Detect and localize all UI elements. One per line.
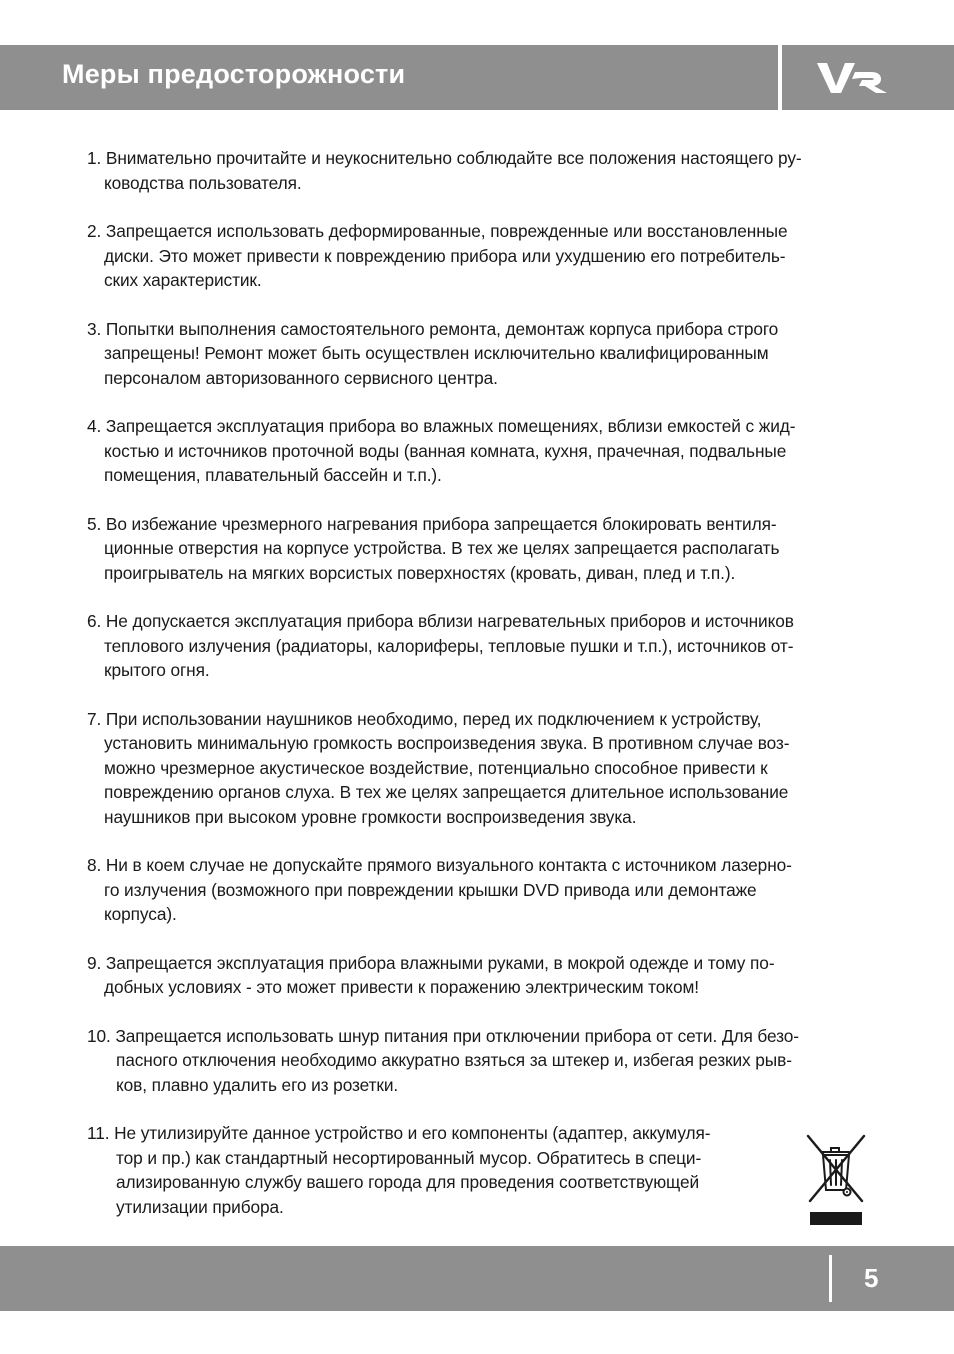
crossed-out-wheelie-bin-icon [804, 1133, 868, 1227]
list-item [87, 219, 887, 293]
item-text: Внимательно прочитайте и неукоснительно соблюдайте все положения настоящего ру- ководства пользователя. [104, 148, 802, 193]
item-text: Запрещается использовать шнур питания при отключении прибора от сети. Для безо- пасного отключения необходимо аккуратно взяться за штекер и, избегая резких рыв- ков, плавно удалить его из розетки. [115, 1025, 799, 1095]
item-number: 5. [87, 513, 102, 534]
item-text: Попытки выполнения самостоятельного ремонта, демонтаж корпуса прибора строго запрещены! Ремонт может быть осуществлен исключительно квалифицированным персоналом авторизованного сервисного центра. [104, 318, 779, 388]
list-item [87, 707, 887, 830]
item-text: Запрещается эксплуатация прибора во влажных помещениях, вблизи емкостей с жид- костью и источников проточной воды (ванная комната, кухня, прачечная, подвальные помещения, плавательный бассейн и т.п.). [104, 416, 796, 485]
item-text: Ни в коем случае не допускайте прямого визуального контакта с источником лазерно- го излучения (возможного при повреждении крышки DVD привода или демонтаже корпуса). [104, 855, 792, 924]
list-item [87, 609, 887, 683]
list-item [87, 512, 887, 586]
item-number: 2. [87, 221, 102, 241]
item-number: 9. [87, 952, 102, 973]
footer-divider [829, 1255, 832, 1302]
list-item [87, 414, 887, 488]
precautions-list [87, 146, 887, 1243]
item-text: Не допускается эксплуатация прибора вблизи нагревательных приборов и источников теплового излучения (радиаторы, калориферы, тепловые пушки и т.п.), источников от- крытого огня. [104, 611, 794, 680]
list-item [87, 146, 887, 195]
item-number: 10. [87, 1025, 111, 1046]
item-number: 6. [87, 611, 102, 631]
footer-bar [0, 1246, 954, 1311]
header-bar [0, 45, 954, 110]
list-item [87, 853, 887, 927]
header-divider [778, 45, 782, 110]
item-number: 11. [87, 1123, 110, 1143]
item-text: При использовании наушников необходимо, перед их подключением к устройству, установить минимальную громкость воспроизведения звука. В противном случае воз- можно чрезмерное акустическое воздействие, потенциально способное привести к повреждению органов слуха. В тех же целях запрещается длительное использование наушников при высоком уровне громкости воспроизведения звука. [104, 708, 790, 827]
list-item [87, 1024, 887, 1098]
page-title: Меры предосторожности [62, 59, 406, 89]
page-number: 5 [864, 1263, 879, 1293]
vr-logo-icon [815, 59, 889, 97]
item-number: 4. [87, 416, 102, 436]
item-text: Не утилизируйте данное устройство и его компоненты (адаптер, аккумуля- тор и пр.) как стандартный несортированный мусор. Обратитесь в специ- ализированную службу вашего города для проведения соответствующей утилизации прибора. [114, 1123, 711, 1217]
item-number: 3. [87, 318, 102, 339]
item-number: 8. [87, 855, 102, 875]
list-item [87, 951, 887, 1000]
item-number: 7. [87, 708, 102, 729]
item-text: Запрещается эксплуатация прибора влажными руками, в мокрой одежде и тому по- добных условиях - это может привести к поражению электрическим током! [104, 952, 775, 997]
item-number: 1. [87, 148, 102, 168]
item-text: Во избежание чрезмерного нагревания прибора запрещается блокировать вентиля- ционные отверстия на корпусе устройства. В тех же целях запрещается располагать проигрыватель на мягких ворсистых поверхностях (кровать, диван, плед и т.п.). [104, 513, 780, 583]
item-text: Запрещается использовать деформированные, поврежденные или восстановленные диски. Это может привести к повреждению прибора или ухудшению его потребитель- ских характеристик. [104, 221, 788, 290]
list-item [87, 317, 887, 391]
list-item [87, 1121, 816, 1219]
